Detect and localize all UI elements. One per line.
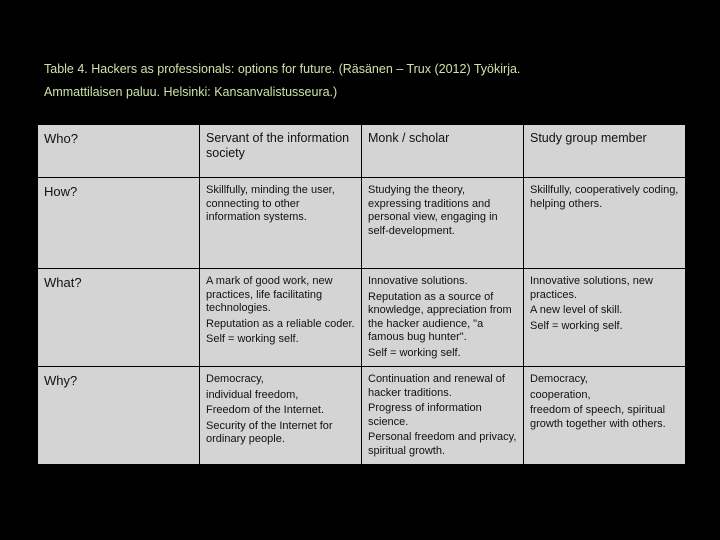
cell-why-monk	[362, 367, 524, 465]
cell-text: A new level of skill.	[530, 304, 623, 316]
cell-text: Reputation as a source of knowledge, appreciation from the hacker audience, "a famous bug hunter".	[368, 290, 512, 343]
cell-why-study-group	[524, 367, 686, 465]
caption-line-1: Table 4. Hackers as professionals: options for future. (Räsänen – Trux (2012) Työkirja.	[44, 62, 521, 76]
cell-how-study-group	[524, 178, 686, 269]
cell-text: Studying the theory, expressing traditions and personal view, engaging in self-development.	[368, 184, 498, 237]
cell-text: freedom of speech, spiritual growth together with others.	[530, 404, 666, 430]
cell-why-servant	[200, 367, 362, 465]
cell-text: Self = working self.	[530, 319, 623, 332]
cell-text: individual freedom,	[206, 388, 299, 401]
cell-what-monk	[362, 269, 524, 367]
header-cell-study-group: Study group member	[524, 125, 686, 178]
cell-text: Self = working self.	[206, 333, 299, 345]
cell-text: Freedom of the Internet.	[206, 404, 325, 416]
cell-text: Innovative solutions.	[368, 275, 468, 287]
table-row-why	[38, 367, 686, 465]
cell-how-monk	[362, 178, 524, 269]
cell-text: Skillfully, cooperatively coding, helping others.	[530, 184, 679, 210]
cell-what-servant	[200, 269, 362, 367]
options-table	[37, 124, 686, 465]
header-cell-servant: Servant of the information society	[200, 125, 362, 178]
cell-text: Democracy,	[530, 373, 588, 385]
header-cell-who: Who?	[38, 125, 200, 178]
cell-text: Self = working self.	[368, 346, 461, 359]
cell-text: Continuation and renewal of hacker traditions.	[368, 373, 505, 399]
cell-text: Innovative solutions, new practices.	[530, 275, 653, 301]
caption-line-2: Ammattilaisen paluu. Helsinki: Kansanvalistusseura.)	[44, 85, 338, 99]
cell-text: Skillfully, minding the user, connecting to other information systems.	[206, 184, 335, 223]
cell-text: cooperation,	[530, 388, 591, 401]
cell-what-study-group	[524, 269, 686, 367]
cell-text: Personal freedom and privacy, spiritual growth.	[368, 431, 517, 457]
cell-text: Progress of information science.	[368, 402, 482, 428]
table-header-row	[38, 125, 686, 178]
header-cell-monk: Monk / scholar	[362, 125, 524, 178]
table-row-how	[38, 178, 686, 269]
cell-text: Reputation as a reliable coder.	[206, 317, 355, 330]
row-label-how: How?	[38, 178, 200, 269]
table-row-what	[38, 269, 686, 367]
cell-text: Democracy,	[206, 373, 264, 385]
cell-text: Security of the Internet for ordinary people.	[206, 419, 333, 445]
cell-how-servant	[200, 178, 362, 269]
row-label-why: Why?	[38, 367, 200, 465]
row-label-what: What?	[38, 269, 200, 367]
cell-text: A mark of good work, new practices, life facilitating technologies.	[206, 275, 333, 314]
